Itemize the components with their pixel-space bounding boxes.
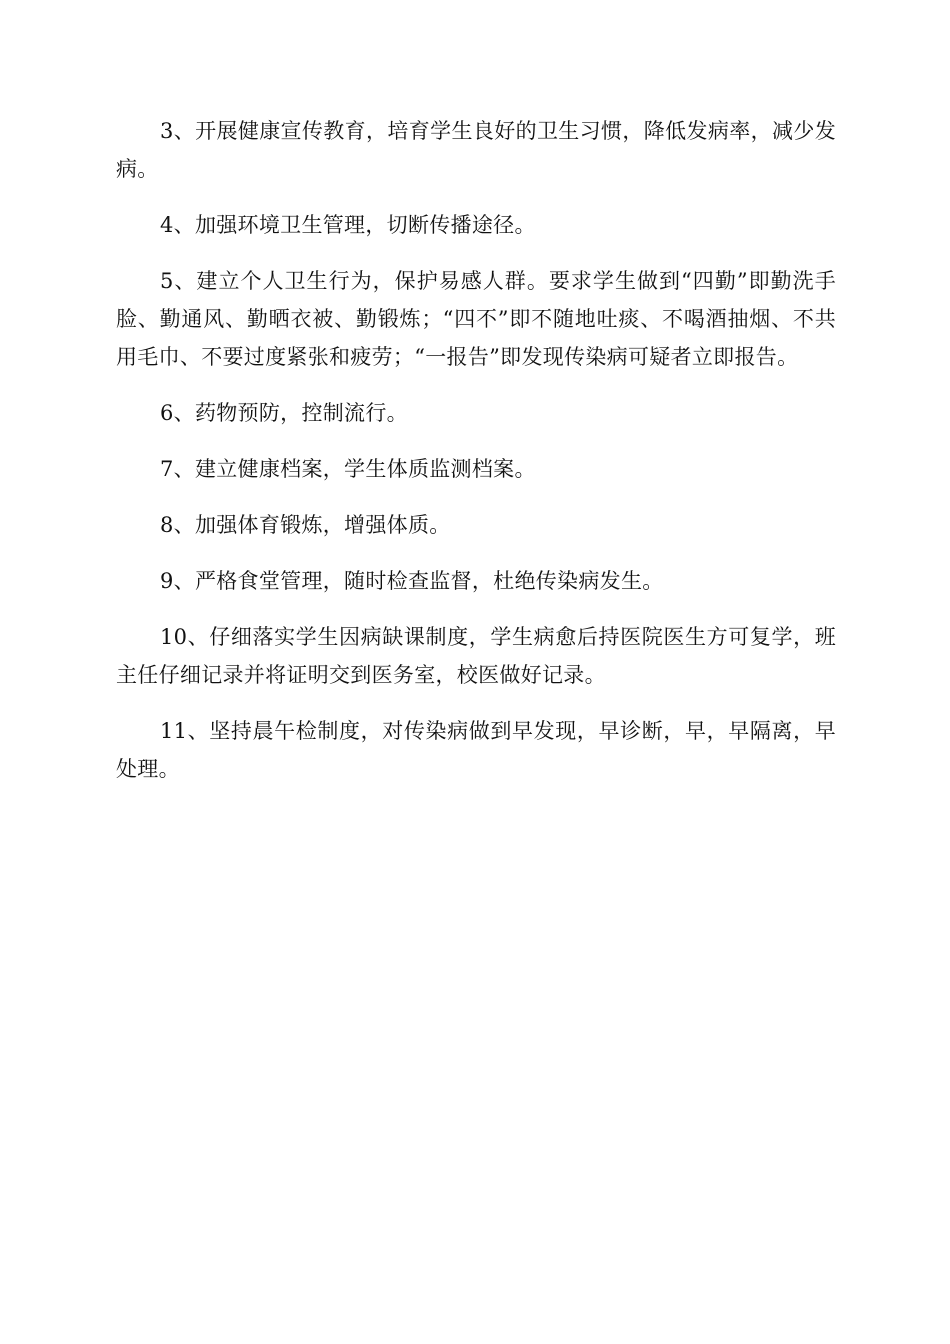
- paragraph-item-9: 9、严格食堂管理，随时检查监督，杜绝传染病发生。: [160, 569, 664, 593]
- document-body: [116, 112, 836, 806]
- paragraph-item-11: 11、坚持晨午检制度，对传染病做到早发现，早诊断，早，早隔离，早处理。: [116, 719, 836, 781]
- paragraph-item-10: 10、仔细落实学生因病缺课制度，学生病愈后持医院医生方可复学，班主任仔细记录并将证明交到医务室，校医做好记录。: [116, 625, 836, 687]
- paragraph-item-5: 5、建立个人卫生行为，保护易感人群。要求学生做到“四勤”即勤洗手脸、勤通风、勤晒衣被、勤锻炼；“四不”即不随地吐痰、不喝酒抽烟、不共用毛巾、不要过度紧张和疲劳；“一报告”即发现传染病可疑者立即报告。: [116, 269, 836, 369]
- paragraph-item-6: 6、药物预防，控制流行。: [160, 401, 408, 425]
- paragraph-item-4: 4、加强环境卫生管理，切断传播途径。: [160, 213, 536, 237]
- paragraph-item-8: 8、加强体育锻炼，增强体质。: [160, 513, 451, 537]
- paragraph-item-3: 3、开展健康宣传教育，培育学生良好的卫生习惯，降低发病率，减少发病。: [116, 119, 836, 181]
- paragraph-item-7: 7、建立健康档案，学生体质监测档案。: [160, 457, 536, 481]
